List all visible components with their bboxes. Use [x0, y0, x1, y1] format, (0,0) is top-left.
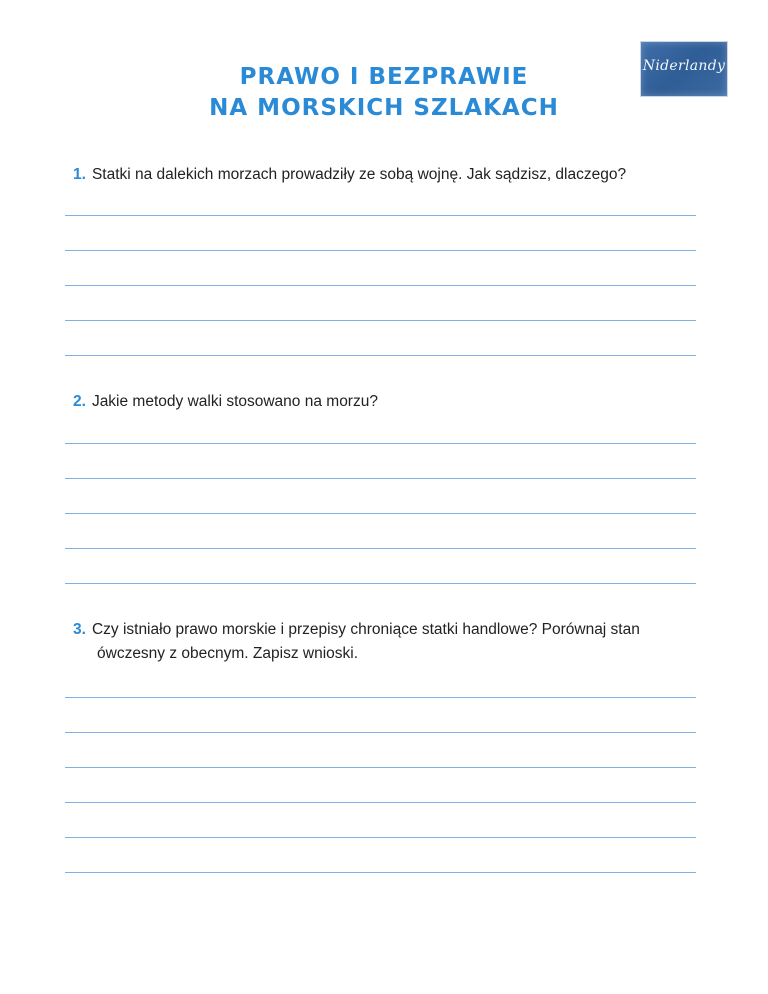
question-text: Czy istniało prawo morskie i przepisy chroniące statki handlowe? Porównaj stan: [91, 621, 640, 638]
question-number: 2.: [73, 393, 86, 410]
answer-line[interactable]: [65, 548, 696, 549]
question-number: 1.: [73, 166, 86, 183]
answer-line[interactable]: [65, 872, 696, 873]
answer-line[interactable]: [65, 513, 696, 514]
country-badge: [640, 41, 728, 97]
answer-line[interactable]: [65, 767, 696, 768]
answer-line[interactable]: [65, 478, 696, 479]
question-text: Jakie metody walki stosowano na morzu?: [91, 393, 378, 410]
answer-line[interactable]: [65, 320, 696, 321]
answer-line[interactable]: [65, 697, 696, 698]
answer-line[interactable]: [65, 355, 696, 356]
answer-line[interactable]: [65, 443, 696, 444]
question-2: [73, 390, 697, 414]
answer-line[interactable]: [65, 215, 696, 216]
question-text: Statki na dalekich morzach prowadziły ze sobą wojnę. Jak sądzisz, dlaczego?: [91, 166, 627, 183]
question-number: 3.: [73, 621, 86, 638]
answer-line[interactable]: [65, 250, 696, 251]
question-1: [73, 163, 697, 187]
title-line-1: PRAWO I BEZPRAWIE: [239, 64, 529, 90]
answer-line[interactable]: [65, 732, 696, 733]
answer-line[interactable]: [65, 837, 696, 838]
title-line-2: NA MORSKICH SZLAKACH: [209, 95, 559, 121]
answer-line[interactable]: [65, 583, 696, 584]
question-text-continuation: ówczesny z obecnym. Zapisz wnioski.: [97, 645, 359, 662]
answer-line[interactable]: [65, 802, 696, 803]
answer-line[interactable]: [65, 285, 696, 286]
badge-label: Niderlandy: [642, 58, 726, 74]
question-3: [73, 618, 697, 666]
